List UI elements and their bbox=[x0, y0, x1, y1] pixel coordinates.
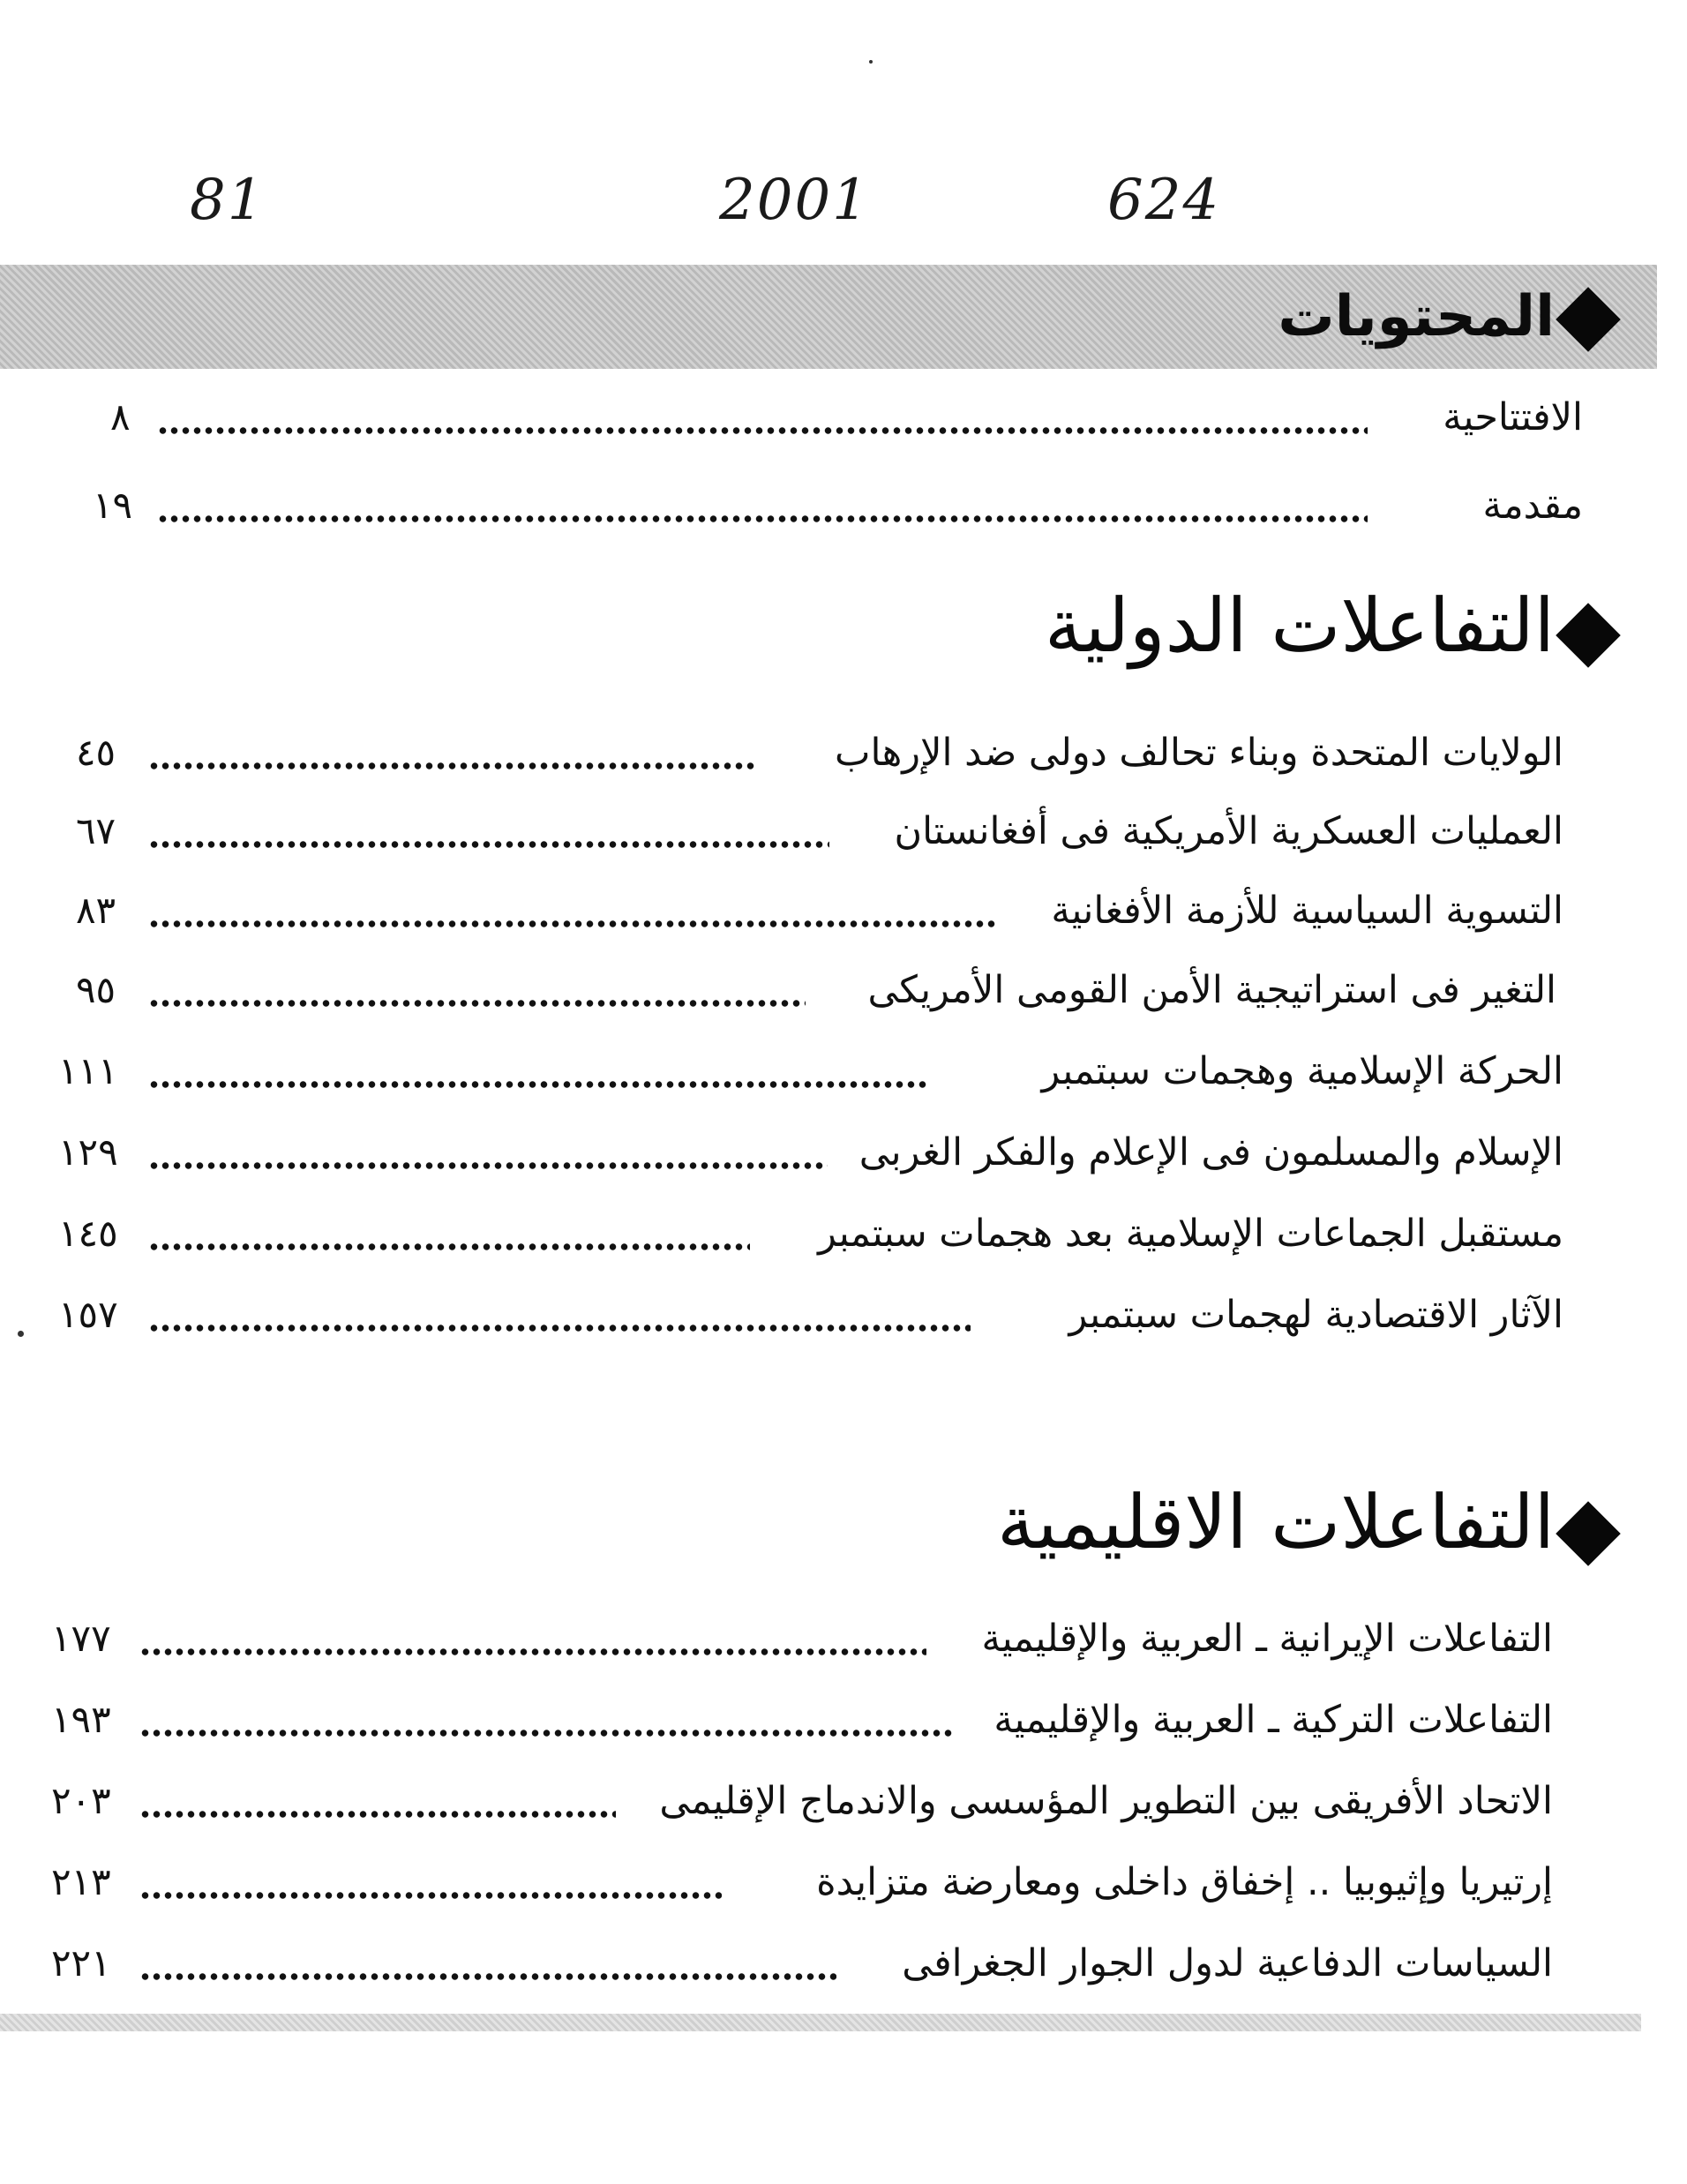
toc-row[interactable] bbox=[0, 809, 1687, 862]
toc-row[interactable] bbox=[0, 1860, 1687, 1913]
toc-entry-page: ١١١ bbox=[58, 1049, 118, 1092]
toc-entry-page: ٩٥ bbox=[76, 968, 116, 1011]
toc-entry-title: السياسات الدفاعية لدول الجوار الجغرافى bbox=[902, 1941, 1553, 1985]
toc-entry-page: ١٥٧ bbox=[58, 1293, 118, 1336]
dot-leader bbox=[148, 919, 999, 929]
dot-leader bbox=[148, 761, 757, 771]
dot-leader bbox=[148, 1160, 828, 1171]
toc-entry-title: التسوية السياسية للأزمة الأفغانية bbox=[1051, 889, 1563, 933]
toc-entry-page: ٤٥ bbox=[76, 731, 116, 774]
toc-row[interactable] bbox=[0, 731, 1687, 784]
toc-entry-title: مستقبل الجماعات الإسلامية بعد هجمات سبتمبر bbox=[818, 1212, 1563, 1256]
toc-row[interactable] bbox=[0, 1779, 1687, 1832]
toc-row[interactable] bbox=[0, 1698, 1687, 1751]
toc-entry-title: الافتتاحية bbox=[1443, 395, 1583, 439]
toc-entry-page: ١٤٥ bbox=[58, 1212, 118, 1255]
toc-entry-title: الولايات المتحدة وبناء تحالف دولى ضد الإرهاب bbox=[835, 731, 1563, 775]
dot-leader bbox=[148, 1079, 926, 1090]
toc-entry-title: العمليات العسكرية الأمريكية فى أفغانستان bbox=[894, 809, 1563, 853]
dot-leader bbox=[148, 1323, 971, 1333]
toc-entry-title: الحركة الإسلامية وهجمات سبتمبر bbox=[1041, 1049, 1563, 1093]
section-heading: التفاعلات الدولية bbox=[1045, 582, 1555, 669]
scan-speck bbox=[18, 1331, 24, 1337]
dot-leader bbox=[139, 1971, 836, 1982]
handwritten-note-left: 81 bbox=[190, 168, 266, 233]
toc-entry-page: ٢١٣ bbox=[51, 1860, 111, 1903]
toc-entry-title: مقدمة bbox=[1482, 484, 1583, 528]
toc-row[interactable] bbox=[0, 1130, 1687, 1183]
toc-row[interactable] bbox=[0, 968, 1687, 1021]
bottom-rule bbox=[0, 2014, 1641, 2031]
toc-row[interactable] bbox=[0, 484, 1687, 537]
toc-entry-page: ١٢٩ bbox=[58, 1130, 118, 1174]
toc-row[interactable] bbox=[0, 1617, 1687, 1670]
toc-entry-page: ٨٣ bbox=[76, 889, 116, 932]
dot-leader bbox=[157, 425, 1368, 436]
toc-entry-title: الاتحاد الأفريقى بين التطوير المؤسسى والاندماج الإقليمى bbox=[659, 1779, 1553, 1823]
contents-heading: المحتويات bbox=[1278, 284, 1555, 349]
dot-leader bbox=[148, 1242, 750, 1252]
dot-leader bbox=[157, 514, 1368, 524]
dot-leader bbox=[139, 1728, 953, 1738]
toc-entry-title: التفاعلات الإيرانية ـ العربية والإقليمية bbox=[981, 1617, 1553, 1661]
diamond-bullet-icon bbox=[1556, 603, 1621, 668]
section-heading: التفاعلات الاقليمية bbox=[997, 1479, 1555, 1565]
toc-entry-title: التفاعلات التركية ـ العربية والإقليمية bbox=[993, 1698, 1553, 1742]
handwritten-note-middle: 2001 bbox=[719, 168, 870, 233]
toc-row[interactable] bbox=[0, 1212, 1687, 1265]
dot-leader bbox=[139, 1647, 926, 1657]
toc-entry-page: ١٧٧ bbox=[51, 1617, 111, 1660]
toc-entry-title: الآثار الاقتصادية لهجمات سبتمبر bbox=[1068, 1293, 1563, 1337]
diamond-bullet-icon bbox=[1556, 1501, 1621, 1566]
scan-speck bbox=[869, 60, 873, 64]
dot-leader bbox=[148, 839, 829, 850]
toc-row[interactable] bbox=[0, 395, 1687, 448]
toc-entry-page: ٦٧ bbox=[76, 809, 116, 852]
toc-row[interactable] bbox=[0, 1049, 1687, 1102]
handwritten-note-right: 624 bbox=[1107, 168, 1221, 233]
dot-leader bbox=[139, 1809, 616, 1820]
toc-entry-title: التغير فى استراتيجية الأمن القومى الأمريكى bbox=[867, 968, 1556, 1012]
dot-leader bbox=[148, 998, 806, 1009]
toc-row[interactable] bbox=[0, 889, 1687, 942]
toc-entry-page: ١٩ bbox=[93, 484, 133, 527]
toc-entry-page: ٢٢١ bbox=[51, 1941, 111, 1985]
toc-row[interactable] bbox=[0, 1293, 1687, 1346]
toc-entry-page: ٨ bbox=[110, 395, 131, 439]
toc-entry-page: ٢٠٣ bbox=[51, 1779, 111, 1822]
toc-row[interactable] bbox=[0, 1941, 1687, 1994]
toc-entry-title: إرتيريا وإثيوبيا .. إخفاق داخلى ومعارضة متزايدة bbox=[816, 1860, 1553, 1904]
toc-entry-title: الإسلام والمسلمون فى الإعلام والفكر الغربى bbox=[858, 1130, 1563, 1175]
dot-leader bbox=[139, 1890, 722, 1901]
toc-entry-page: ١٩٣ bbox=[51, 1698, 111, 1741]
